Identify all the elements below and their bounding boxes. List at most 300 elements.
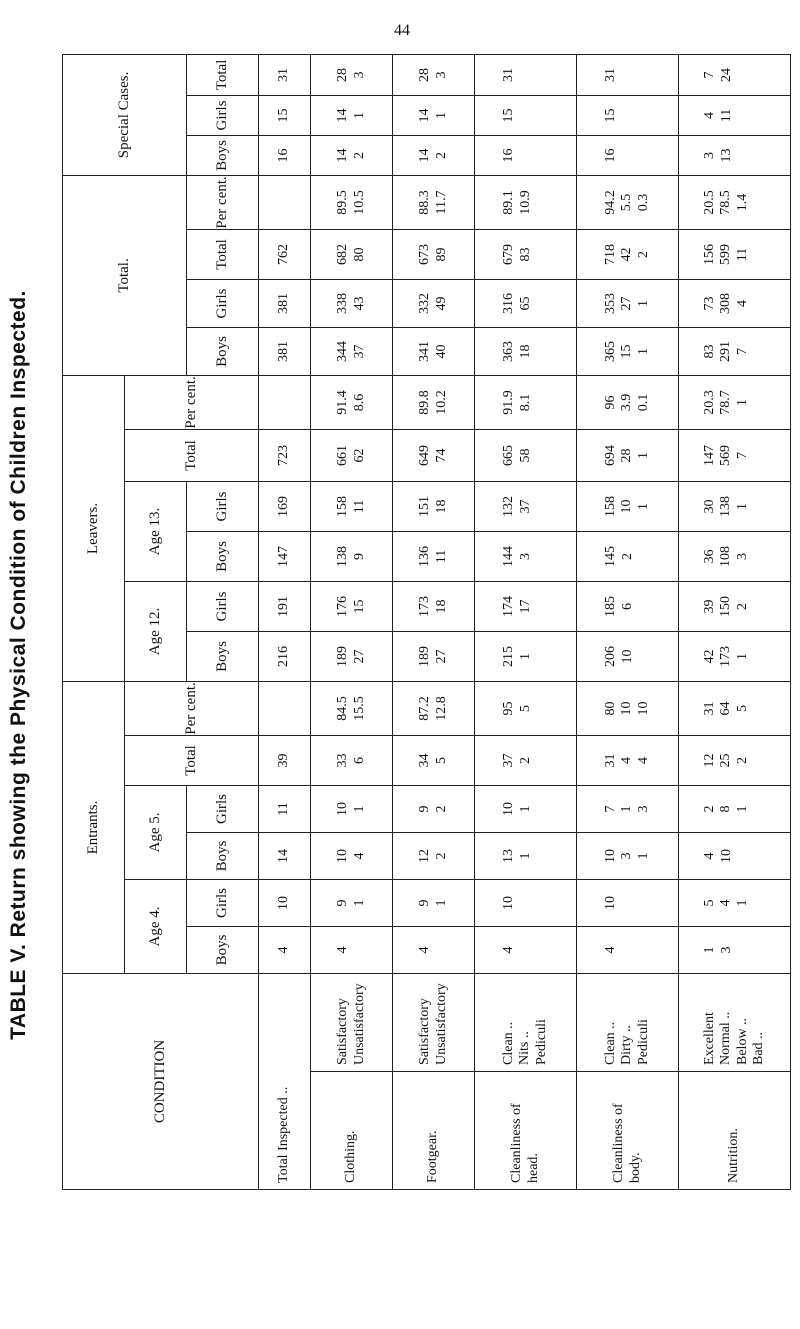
value-cell: [259, 229, 311, 279]
cell-value: 2: [635, 250, 651, 258]
condition-header: CONDITION: [63, 973, 259, 1189]
cell-value: 1: [433, 899, 449, 907]
value-cell: [259, 785, 311, 832]
table-row: [259, 54, 311, 1189]
value-cell: [577, 926, 679, 973]
value-cell: [475, 581, 577, 631]
row-group-label: Footgear.: [393, 1072, 475, 1190]
cell-value: [735, 136, 751, 175]
special-girls-header: Girls: [187, 95, 259, 135]
cell-value: [751, 786, 767, 832]
value-cell: [259, 879, 311, 926]
cell-value: 10: [501, 801, 517, 816]
cell-value: 83: [702, 344, 718, 359]
cell-value: 10: [635, 701, 651, 716]
total-girls-header: Girls: [187, 279, 259, 327]
leavers-header: Leavers.: [63, 375, 125, 681]
cell-value: 62: [351, 448, 367, 463]
value-cell: [679, 481, 791, 531]
cell-value: 216: [276, 645, 292, 667]
cell-value: 80: [351, 247, 367, 262]
cell-value: 1: [433, 111, 449, 119]
entrants-age4-boys-header: Boys: [187, 926, 259, 973]
condition-label: Clean ..: [501, 1021, 517, 1065]
value-cell: [311, 832, 393, 879]
value-cell: [259, 327, 311, 375]
cell-value: [636, 136, 652, 175]
cell-value: [534, 482, 550, 531]
cell-value: 91.4: [335, 390, 351, 415]
cell-value: [518, 55, 534, 95]
cell-value: 28: [417, 67, 433, 82]
cell-value: 1: [351, 111, 367, 119]
cell-value: [636, 96, 652, 135]
cell-value: 27: [351, 649, 367, 664]
cell-value: 2: [433, 852, 449, 860]
row-group-label: Total Inspected ..: [259, 973, 311, 1189]
row-group-label: Nutrition.: [679, 1072, 791, 1190]
cell-value: 14: [335, 148, 351, 163]
cell-value: 36: [702, 549, 718, 564]
cell-value: 2: [702, 805, 718, 813]
cell-value: 73: [702, 296, 718, 311]
condition-label: Excellent: [702, 1012, 718, 1065]
cell-value: 147: [702, 444, 718, 466]
value-cell: [393, 926, 475, 973]
cell-value: 33: [335, 753, 351, 768]
cell-value: 18: [433, 599, 449, 614]
cell-value: 4: [702, 852, 718, 860]
value-cell: [679, 785, 791, 832]
value-cell: [393, 631, 475, 681]
cell-value: 10: [603, 848, 619, 863]
cell-value: 40: [433, 344, 449, 359]
cell-value: 14: [417, 108, 433, 123]
cell-value: [534, 280, 550, 327]
value-cell: [311, 926, 393, 973]
value-cell: [393, 735, 475, 785]
cell-value: 14: [335, 108, 351, 123]
cell-value: [636, 55, 652, 95]
cell-value: 381: [276, 340, 292, 362]
cell-value: [518, 136, 534, 175]
value-cell: [577, 481, 679, 531]
cell-value: 84.5: [335, 696, 351, 721]
cell-value: [534, 632, 550, 681]
cell-value: 10.9: [517, 190, 533, 215]
condition-label: Unsatisfactory: [351, 983, 367, 1065]
condition-labels: [679, 973, 791, 1071]
value-cell: [679, 879, 791, 926]
cell-value: 108: [718, 545, 734, 567]
cell-value: [534, 328, 550, 375]
value-cell: [577, 531, 679, 581]
cell-value: 2: [517, 756, 533, 764]
condition-labels: [475, 973, 577, 1071]
cell-value: 8.1: [517, 393, 533, 412]
value-cell: [577, 879, 679, 926]
cell-value: [751, 376, 767, 429]
cell-value: 89: [433, 247, 449, 262]
condition-label: Unsatisfactory: [433, 983, 449, 1065]
value-cell: [679, 327, 791, 375]
cell-value: 2: [433, 151, 449, 159]
cell-value: 43: [351, 296, 367, 311]
cell-value: 762: [276, 243, 292, 265]
cell-value: 30: [702, 499, 718, 514]
cell-value: 6: [351, 756, 367, 764]
cell-value: [735, 833, 751, 879]
cell-value: 58: [517, 448, 533, 463]
cell-value: 10.2: [433, 390, 449, 415]
cell-value: 4: [635, 756, 651, 764]
cell-value: [534, 833, 550, 879]
leavers-age12-girls-header: Girls: [187, 581, 259, 631]
cell-value: 5.5: [619, 193, 635, 212]
cell-value: 694: [603, 444, 619, 466]
cell-value: 9: [335, 899, 351, 907]
value-cell: [475, 229, 577, 279]
value-cell: [679, 175, 791, 229]
cell-value: 11: [351, 499, 367, 514]
cell-value: 1: [635, 347, 651, 355]
entrants-age4-header: Age 4.: [125, 879, 187, 973]
cell-value: 31: [603, 753, 619, 768]
table-row: [311, 54, 393, 1189]
cell-value: 215: [501, 645, 517, 667]
cell-value: 147: [276, 545, 292, 567]
cell-value: 16: [501, 148, 517, 163]
leavers-age13-girls-header: Girls: [187, 481, 259, 531]
leavers-percent-header: Per cent.: [125, 375, 259, 429]
value-cell: [679, 681, 791, 735]
value-cell: [259, 95, 311, 135]
cell-value: 7: [734, 347, 750, 355]
cell-value: [620, 136, 636, 175]
cell-value: 3: [351, 71, 367, 79]
value-cell: [679, 531, 791, 581]
cell-value: 9: [351, 552, 367, 560]
entrants-age5-boys-header: Boys: [187, 832, 259, 879]
cell-value: 1: [734, 398, 750, 406]
cell-value: 27: [433, 649, 449, 664]
cell-value: 1: [351, 805, 367, 813]
value-cell: [259, 54, 311, 95]
cell-value: [751, 927, 767, 973]
cell-value: 91.9: [501, 390, 517, 415]
cell-value: 144: [501, 545, 517, 567]
cell-value: [277, 176, 293, 229]
cell-value: 14: [417, 148, 433, 163]
cell-value: [636, 927, 652, 973]
value-cell: [577, 279, 679, 327]
cell-value: 89.8: [417, 390, 433, 415]
row-group-label: Cleanliness of head.: [475, 1072, 577, 1190]
cell-value: 381: [276, 292, 292, 314]
cell-value: 176: [335, 595, 351, 617]
entrants-age4-girls-header: Girls: [187, 879, 259, 926]
cell-value: 88.3: [417, 190, 433, 215]
cell-value: 649: [417, 444, 433, 466]
value-cell: [475, 531, 577, 581]
value-cell: [475, 279, 577, 327]
table-row: [577, 54, 679, 1189]
value-cell: [679, 429, 791, 481]
cell-value: 1: [635, 299, 651, 307]
value-cell: [311, 229, 393, 279]
cell-value: 15: [351, 599, 367, 614]
cell-value: 189: [417, 645, 433, 667]
value-cell: [311, 375, 393, 429]
cell-value: 1: [619, 805, 635, 813]
value-cell: [311, 879, 393, 926]
value-cell: [311, 175, 393, 229]
cell-value: [277, 682, 293, 735]
cell-value: 5: [517, 704, 533, 712]
condition-label: Dirty ..: [619, 1024, 635, 1065]
cell-value: 338: [335, 292, 351, 314]
cell-value: 4: [351, 852, 367, 860]
value-cell: [311, 681, 393, 735]
cell-value: 365: [603, 340, 619, 362]
special-boys-header: Boys: [187, 135, 259, 175]
cell-value: 37: [351, 344, 367, 359]
value-cell: [259, 681, 311, 735]
condition-labels: [393, 973, 475, 1071]
cell-value: [534, 736, 550, 785]
cell-value: 185: [603, 595, 619, 617]
cell-value: 15.5: [351, 696, 367, 721]
table-row: [393, 54, 475, 1189]
value-cell: [679, 54, 791, 95]
table-row: [679, 54, 791, 1189]
cell-value: 12: [702, 753, 718, 768]
cell-value: 1: [517, 652, 533, 660]
value-cell: [393, 279, 475, 327]
cell-value: 1: [702, 946, 718, 954]
value-cell: [311, 95, 393, 135]
value-cell: [393, 375, 475, 429]
cell-value: 10.5: [351, 190, 367, 215]
value-cell: [393, 54, 475, 95]
cell-value: [751, 632, 767, 681]
cell-value: [534, 96, 550, 135]
leavers-age13-header: Age 13.: [125, 481, 187, 581]
cell-value: [620, 927, 636, 973]
value-cell: [679, 95, 791, 135]
value-cell: [259, 429, 311, 481]
cell-value: 80: [603, 701, 619, 716]
cell-value: 2: [433, 805, 449, 813]
total-header: Total.: [63, 175, 187, 375]
cell-value: [751, 736, 767, 785]
cell-value: 136: [417, 545, 433, 567]
cell-value: 291: [718, 340, 734, 362]
value-cell: [393, 175, 475, 229]
table-title-text: TABLE V. Return showing the Physical Condition of Children Inspected.: [7, 290, 31, 1040]
cell-value: 4: [603, 946, 619, 954]
value-cell: [577, 54, 679, 95]
cell-value: 7: [603, 805, 619, 813]
cell-value: 10: [619, 701, 635, 716]
cell-value: 3: [517, 552, 533, 560]
cell-value: 4: [734, 299, 750, 307]
cell-value: 10: [619, 649, 635, 664]
cell-value: 11: [734, 247, 750, 262]
value-cell: [393, 95, 475, 135]
cell-value: [518, 96, 534, 135]
value-cell: [577, 327, 679, 375]
value-cell: [475, 785, 577, 832]
cell-value: 15: [619, 344, 635, 359]
cell-value: [277, 376, 293, 429]
cell-value: 37: [501, 753, 517, 768]
entrants-percent-header: Per cent.: [125, 681, 259, 735]
cell-value: 3: [718, 946, 734, 954]
cell-value: 87.2: [417, 696, 433, 721]
value-cell: [577, 785, 679, 832]
value-cell: [259, 375, 311, 429]
cell-value: 11: [433, 549, 449, 564]
cell-value: [534, 136, 550, 175]
special-total-header: Total: [187, 54, 259, 95]
cell-value: [620, 880, 636, 926]
cell-value: 6: [619, 602, 635, 610]
cell-value: 138: [335, 545, 351, 567]
cell-value: 13: [501, 848, 517, 863]
cell-value: 42: [702, 649, 718, 664]
cell-value: 42: [619, 247, 635, 262]
cell-value: 3: [433, 71, 449, 79]
value-cell: [475, 135, 577, 175]
value-cell: [679, 735, 791, 785]
cell-value: 316: [501, 292, 517, 314]
condition-label: Clean ..: [603, 1021, 619, 1065]
cell-value: [751, 230, 767, 279]
cell-value: 18: [433, 499, 449, 514]
cell-value: 173: [718, 645, 734, 667]
value-cell: [393, 135, 475, 175]
cell-value: 31: [276, 67, 292, 82]
condition-table: [62, 54, 791, 1190]
cell-value: 1: [635, 451, 651, 459]
cell-value: [534, 786, 550, 832]
value-cell: [475, 327, 577, 375]
value-cell: [475, 926, 577, 973]
total-total-header: Total: [187, 229, 259, 279]
cell-value: [434, 927, 450, 973]
cell-value: 64: [718, 701, 734, 716]
cell-value: 78.5: [718, 190, 734, 215]
row-group-label: Clothing.: [311, 1072, 393, 1190]
cell-value: [534, 927, 550, 973]
cell-value: 15: [276, 108, 292, 123]
cell-value: [751, 55, 767, 95]
value-cell: [311, 785, 393, 832]
value-cell: [311, 631, 393, 681]
cell-value: 4: [335, 946, 351, 954]
cell-value: [534, 176, 550, 229]
value-cell: [679, 135, 791, 175]
cell-value: 17: [517, 599, 533, 614]
value-cell: [393, 531, 475, 581]
cell-value: 1: [734, 502, 750, 510]
cell-value: 31: [603, 67, 619, 82]
value-cell: [577, 681, 679, 735]
cell-value: 3: [702, 151, 718, 159]
entrants-header: Entrants.: [63, 681, 125, 973]
value-cell: [393, 229, 475, 279]
cell-value: 718: [603, 243, 619, 265]
cell-value: 158: [603, 495, 619, 517]
cell-value: 2: [734, 602, 750, 610]
cell-value: 4: [276, 946, 292, 954]
cell-value: 16: [603, 148, 619, 163]
cell-value: 2: [351, 151, 367, 159]
cell-value: 83: [517, 247, 533, 262]
value-cell: [311, 429, 393, 481]
cell-value: [751, 136, 767, 175]
cell-value: [534, 230, 550, 279]
value-cell: [679, 832, 791, 879]
cell-value: [735, 96, 751, 135]
cell-value: 65: [517, 296, 533, 311]
condition-labels: [577, 973, 679, 1071]
condition-label: Pediculi: [635, 1019, 651, 1065]
cell-value: 12: [417, 848, 433, 863]
value-cell: [577, 175, 679, 229]
cell-value: 173: [417, 595, 433, 617]
value-cell: [259, 175, 311, 229]
special-cases-header: Special Cases.: [63, 54, 187, 175]
cell-value: 20.3: [702, 390, 718, 415]
cell-value: 20.5: [702, 190, 718, 215]
cell-value: 31: [501, 67, 517, 82]
value-cell: [311, 481, 393, 531]
value-cell: [393, 429, 475, 481]
value-cell: [311, 135, 393, 175]
cell-value: [534, 55, 550, 95]
entrants-age5-girls-header: Girls: [187, 785, 259, 832]
value-cell: [311, 54, 393, 95]
leavers-age13-boys-header: Boys: [187, 531, 259, 581]
cell-value: 363: [501, 340, 517, 362]
cell-value: 1: [517, 805, 533, 813]
cell-value: [751, 682, 767, 735]
cell-value: 206: [603, 645, 619, 667]
condition-labels: [311, 973, 393, 1071]
cell-value: 1: [517, 852, 533, 860]
value-cell: [679, 279, 791, 327]
value-cell: [475, 175, 577, 229]
value-cell: [475, 681, 577, 735]
cell-value: 679: [501, 243, 517, 265]
cell-value: 10: [501, 895, 517, 910]
cell-value: 7: [702, 71, 718, 79]
cell-value: 4: [619, 756, 635, 764]
cell-value: [518, 927, 534, 973]
cell-value: 138: [718, 495, 734, 517]
leavers-age12-header: Age 12.: [125, 581, 187, 681]
cell-value: 169: [276, 495, 292, 517]
cell-value: 1: [351, 899, 367, 907]
value-cell: [393, 481, 475, 531]
cell-value: 34: [417, 753, 433, 768]
value-cell: [393, 879, 475, 926]
cell-value: 5: [433, 756, 449, 764]
cell-value: 723: [276, 444, 292, 466]
cell-value: 89.5: [335, 190, 351, 215]
